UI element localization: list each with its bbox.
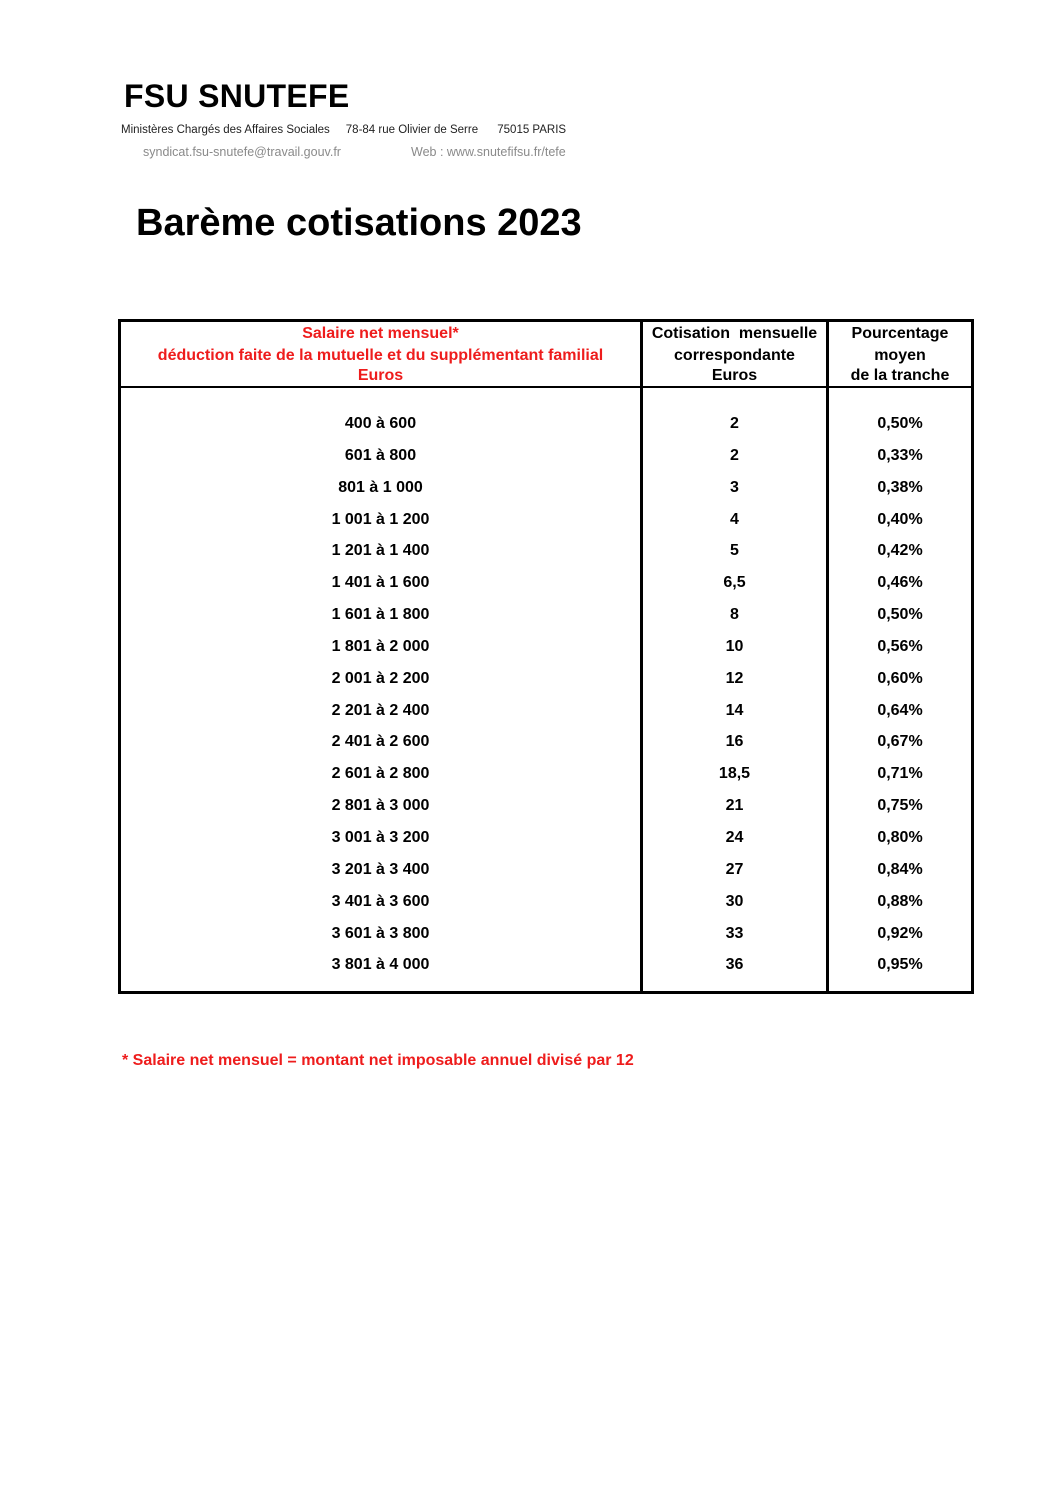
table-row <box>121 602 971 634</box>
table-row <box>121 634 971 666</box>
header-divider <box>121 386 971 388</box>
contribution-cell: 36 <box>725 956 744 974</box>
contribution-cell: 2 <box>730 415 739 432</box>
table-row <box>121 507 971 539</box>
table-row <box>121 825 971 857</box>
percentage-cell: 0,71% <box>877 765 923 783</box>
table-row <box>121 475 971 507</box>
organization-name: FSU SNUTEFE <box>124 78 350 114</box>
salary-range-cell: 2 001 à 2 200 <box>331 669 430 687</box>
contribution-cell: 4 <box>730 510 739 528</box>
contribution-cell: 14 <box>725 701 744 719</box>
organization-address: Ministères Chargés des Affaires Sociales 78-84 rue Olivier de Serre 75015 PARIS <box>121 124 567 136</box>
percentage-cell: 0,33% <box>877 446 923 464</box>
table-row <box>121 443 971 475</box>
organization-email[interactable]: syndicat.fsu-snutefe@travail.gouv.fr <box>143 145 341 159</box>
salary-range-cell: 3 801 à 4 000 <box>331 956 430 974</box>
salary-range-cell: 601 à 800 <box>344 446 417 464</box>
table-row <box>121 411 971 443</box>
contribution-cell: 27 <box>725 860 744 878</box>
percentage-cell: 0,95% <box>877 956 923 974</box>
table-row <box>121 666 971 698</box>
contribution-cell: 5 <box>730 542 739 560</box>
percentage-cell: 0,64% <box>877 701 923 719</box>
contribution-cell: 3 <box>730 478 739 496</box>
salary-range-cell: 2 601 à 2 800 <box>331 765 430 783</box>
contribution-cell: 30 <box>725 892 744 910</box>
contribution-cell: 21 <box>725 797 744 815</box>
table-row <box>121 952 971 984</box>
organization-website[interactable]: Web : www.snutefifsu.fr/tefe <box>411 145 566 159</box>
header-percentage <box>829 322 971 386</box>
contribution-cell: 16 <box>725 733 744 751</box>
header-contribution-title: Cotisation mensuelle <box>651 325 818 342</box>
percentage-cell: 0,88% <box>877 892 923 910</box>
salary-range-cell: 1 001 à 1 200 <box>331 510 430 528</box>
header-salary-title: Salaire net mensuel* <box>302 325 459 342</box>
table-row <box>121 889 971 921</box>
contribution-cell: 10 <box>725 637 744 655</box>
salary-range-cell: 400 à 600 <box>344 415 417 432</box>
salary-range-cell: 2 801 à 3 000 <box>331 797 430 815</box>
salary-range-cell: 1 401 à 1 600 <box>331 574 430 592</box>
percentage-cell: 0,46% <box>877 574 923 592</box>
header-contribution <box>643 322 826 386</box>
header-percentage-title: Pourcentage <box>851 325 949 342</box>
table-row <box>121 538 971 570</box>
contribution-cell: 33 <box>725 924 744 942</box>
percentage-cell: 0,80% <box>877 828 923 846</box>
salary-range-cell: 2 401 à 2 600 <box>331 733 430 751</box>
table-row <box>121 857 971 889</box>
percentage-cell: 0,84% <box>877 860 923 878</box>
salary-range-cell: 3 401 à 3 600 <box>331 892 430 910</box>
table-row <box>121 729 971 761</box>
contribution-cell: 2 <box>730 446 739 464</box>
salary-range-cell: 2 201 à 2 400 <box>331 701 430 719</box>
contribution-cell: 6,5 <box>723 574 746 592</box>
table-body <box>121 411 971 984</box>
salary-range-cell: 3 601 à 3 800 <box>331 924 430 942</box>
percentage-cell: 0,67% <box>877 733 923 751</box>
percentage-cell: 0,50% <box>877 415 923 432</box>
salary-range-cell: 1 601 à 1 800 <box>331 606 430 624</box>
percentage-cell: 0,42% <box>877 542 923 560</box>
contribution-cell: 12 <box>725 669 744 687</box>
header-salary <box>121 322 640 386</box>
salary-range-cell: 801 à 1 000 <box>338 478 423 496</box>
contribution-cell: 24 <box>725 828 744 846</box>
percentage-cell: 0,40% <box>877 510 923 528</box>
page-title: Barème cotisations 2023 <box>136 202 582 244</box>
salary-range-cell: 1 201 à 1 400 <box>331 542 430 560</box>
header-contribution-subtitle: correspondante <box>674 347 795 364</box>
percentage-cell: 0,60% <box>877 669 923 687</box>
contribution-cell: 18,5 <box>718 765 751 783</box>
percentage-cell: 0,92% <box>877 924 923 942</box>
header-salary-unit: Euros <box>357 367 404 384</box>
table-row <box>121 793 971 825</box>
header-contribution-unit: Euros <box>711 367 758 384</box>
header-percentage-subtitle: moyen <box>874 347 926 364</box>
percentage-cell: 0,75% <box>877 797 923 815</box>
percentage-cell: 0,38% <box>877 478 923 496</box>
table-row <box>121 698 971 730</box>
header-salary-subtitle: déduction faite de la mutuelle et du supplémentant familial <box>157 347 604 364</box>
table-row <box>121 761 971 793</box>
percentage-cell: 0,50% <box>877 606 923 624</box>
header-percentage-unit: de la tranche <box>850 367 950 384</box>
table-row <box>121 921 971 953</box>
salary-range-cell: 1 801 à 2 000 <box>331 637 430 655</box>
footnote: * Salaire net mensuel = montant net imposable annuel divisé par 12 <box>122 1052 634 1069</box>
contribution-cell: 8 <box>730 606 739 624</box>
percentage-cell: 0,56% <box>877 637 923 655</box>
salary-range-cell: 3 001 à 3 200 <box>331 828 430 846</box>
salary-range-cell: 3 201 à 3 400 <box>331 860 430 878</box>
contribution-table <box>118 319 974 994</box>
table-row <box>121 570 971 602</box>
